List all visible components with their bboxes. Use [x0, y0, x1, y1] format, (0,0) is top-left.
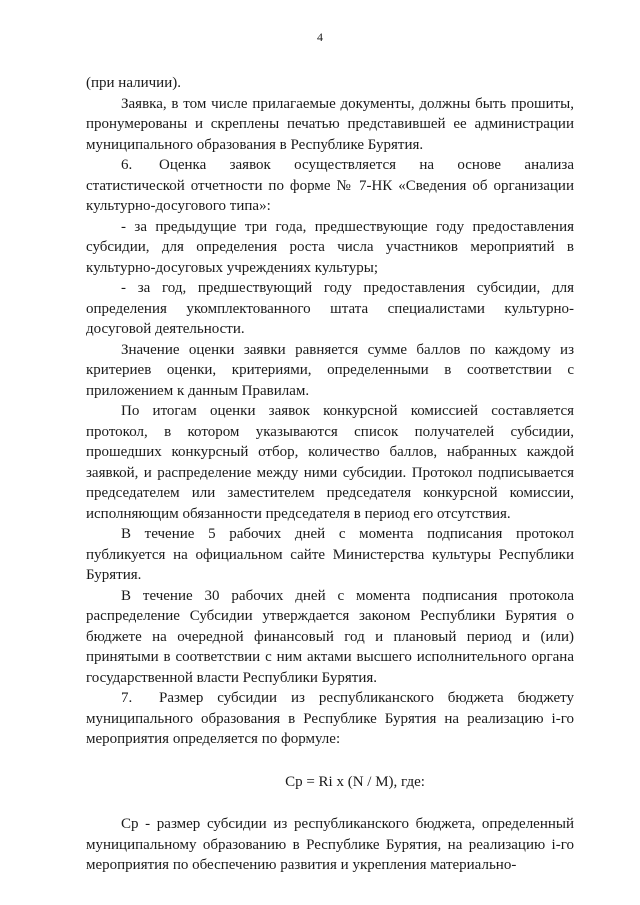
paragraph-protocol: По итогам оценки заявок конкурсной комиссией составляется протокол, в котором указываются список получателей субсидии, прошедших конкурсный отбор, количество баллов, набранных каждой заявкой, и распределение между ними субсидии. Протокол подписывается председателем или заместителем председателя конкурсной комиссии, исполняющим обязанности председателя в период его отсутствия. [86, 403, 574, 522]
paragraph-application-binding: Заявка, в том числе прилагаемые документы, должны быть прошиты, пронумерованы и скреплены печатью представившей ее администрации муниципального образования в Республике Бурятия. [86, 95, 574, 153]
item-7-text: Размер субсидии из республиканского бюджета бюджету муниципального образования в Республике Бурятия на реализацию i-го мероприятия определяется по формуле: [86, 690, 574, 747]
subsidy-formula: Ср = Ri x (N / M), где: [285, 773, 425, 790]
page-number: 4 [317, 30, 323, 44]
item-6-text: Оценка заявок осуществляется на основе анализа статистической отчетности по форме № 7-НК «Сведения об организации культурно-досугового типа»: [86, 157, 574, 214]
paragraph-item-6 [86, 155, 574, 217]
paragraph-formula-definition: Ср - размер субсидии из республиканского бюджета, определенный муниципальному образованию в Республике Бурятия, на реализацию i-го мероприятия по обеспечению развития и укрепления материально- [86, 816, 574, 873]
item-number-7: 7. [121, 690, 133, 706]
paragraph-item-7 [86, 688, 574, 750]
paragraph-three-years: - за предыдущие три года, предшествующие году предоставления субсидии, для определения роста числа участников мероприятий в культурно-досуговых учреждениях культуры; [86, 218, 574, 276]
paragraph-distribution: В течение 30 рабочих дней с момента подписания протокола распределение Субсидии утверждается законом Республики Бурятия о бюджете на очередной финансовый год и плановый период и (или) принятыми в соответствии с ним актами высшего исполнительного органа государственной власти Республики Бурятия. [86, 587, 574, 686]
paragraph-publication: В течение 5 рабочих дней с момента подписания протокол публикуется на официальном сайте Министерства культуры Республики Бурятия. [86, 526, 574, 583]
paragraph-one-year: - за год, предшествующий году предоставления субсидии, для определения укомплектованного штата специалистами культурно-досуговой деятельности. [86, 280, 574, 337]
item-number-6: 6. [121, 157, 133, 173]
paragraph-score-value: Значение оценки заявки равняется сумме баллов по каждому из критериев оценки, критериями, определенными в соответствии с приложением к данным Правилам. [86, 341, 574, 399]
document-body [86, 73, 574, 876]
paragraph-availability-note: (при наличии). [86, 75, 181, 91]
